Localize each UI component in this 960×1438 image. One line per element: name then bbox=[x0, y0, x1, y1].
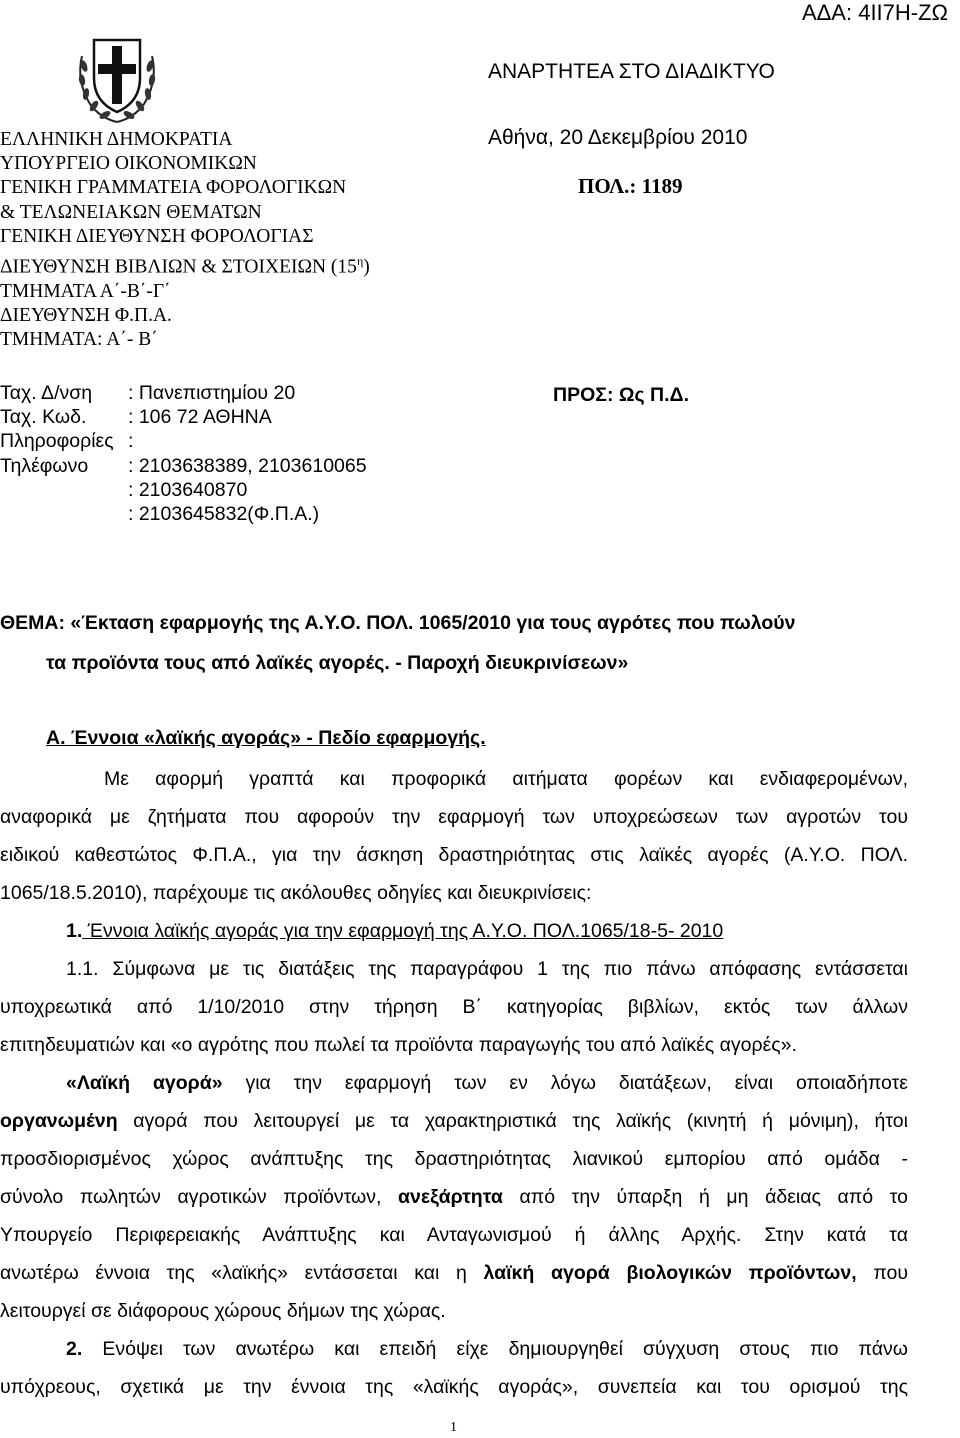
authority-line: ΔΙΕΥΘΥΝΣΗ ΒΙΒΛΙΩΝ & ΣΤΟΙΧΕΙΩΝ $(15^\eta)$ bbox=[0, 254, 370, 278]
page-number: 1 bbox=[450, 1420, 457, 1435]
body-line: ειδικού καθεστώτος Φ.Π.Α., για την άσκηση δραστηριότητας στις λαϊκές αγορές (Α.Υ.Ο. ΠΟΛ. bbox=[0, 844, 908, 866]
body-line: Με αφορμή γραπτά και προφορικά αιτήματα φορέων και ενδιαφερομένων, bbox=[104, 768, 908, 790]
subject-line-1: ΘΕΜΑ: «Έκταση εφαρμογής της Α.Υ.Ο. ΠΟΛ. 1065/2010 για τους αγρότες που πωλούν bbox=[0, 612, 796, 634]
body-line: Υπουργείο Περιφερειακής Ανάπτυξης και Ανταγωνισμού ή άλλης Αρχής. Στην κατά τα bbox=[0, 1224, 908, 1246]
ada-code: ΑΔΑ: 4ΙΙ7Η-ΖΩ bbox=[801, 0, 948, 25]
item-1-heading: 1. Έννοια λαϊκής αγοράς για την εφαρμογή της Α.Υ.Ο. ΠΟΛ.1065/18-5- 2010 bbox=[66, 920, 724, 942]
contact-label: Ταχ. Κωδ. bbox=[0, 406, 87, 429]
contact-value: : 2103640870 bbox=[128, 478, 248, 501]
authority-line: ΤΜΗΜΑΤΑ: Α΄- Β΄ bbox=[0, 329, 158, 351]
contact-value: : 106 72 ΑΘΗΝΑ bbox=[128, 406, 272, 429]
contact-value: : 2103645832(Φ.Π.Α.) bbox=[128, 502, 320, 525]
issuing-authority-block bbox=[0, 128, 370, 352]
authority-line: ΔΙΕΥΘΥΝΣΗ Φ.Π.Α. bbox=[0, 304, 172, 326]
authority-line: ΓΕΝΙΚΗ ΓΡΑΜΜΑΤΕΙΑ ΦΟΡΟΛΟΓΙΚΩΝ bbox=[0, 177, 347, 199]
contact-label: Πληροφορίες bbox=[0, 430, 114, 453]
authority-line: ΥΠΟΥΡΓΕΙΟ ΟΙΚΟΝΟΜΙΚΩΝ bbox=[0, 153, 257, 175]
greek-coat-of-arms-emblem bbox=[72, 26, 162, 126]
authority-line: ΤΜΗΜΑΤΑ Α΄-Β΄-Γ΄ bbox=[0, 280, 171, 302]
section-a-heading: Α. Έννοια «λαϊκής αγοράς» - Πεδίο εφαρμογής. bbox=[46, 727, 486, 749]
document-date: Αθήνα, 20 Δεκεμβρίου 2010 bbox=[488, 126, 748, 149]
body-line: 1065/18.5.2010), παρέχουμε τις ακόλουθες οδηγίες και διευκρινίσεις: bbox=[0, 882, 592, 904]
body-line: προσδιορισμένος χώρος ανάπτυξης της δραστηριότητας λιανικού εμπορίου από ομάδα - bbox=[0, 1148, 908, 1170]
body-line: υποχρεωτικά από 1/10/2010 στην τήρηση Β΄ κατηγορίας βιβλίων, εκτός των άλλων bbox=[0, 996, 908, 1018]
post-online-notice: ΑΝΑΡΤΗΤΕΑ ΣΤΟ ΔΙΑΔΙΚΤΥΟ bbox=[488, 60, 775, 83]
subject-line-2: τα προϊόντα τους από λαϊκές αγορές. - Παροχή διευκρινίσεων» bbox=[46, 652, 629, 674]
authority-line: & ΤΕΛΩΝΕΙΑΚΩΝ ΘΕΜΑΤΩΝ bbox=[0, 201, 262, 223]
body-line: ανωτέρω έννοια της «λαϊκής» εντάσσεται και η λαϊκή αγορά βιολογικών προϊόντων, που bbox=[0, 1262, 909, 1284]
contact-label: Τηλέφωνο bbox=[0, 454, 89, 477]
body-line: υπόχρεους, σχετικά με την έννοια της «λαϊκής αγοράς», συνεπεία και του ορισμού της bbox=[0, 1376, 908, 1398]
body-line: 1.1. Σύμφωνα με τις διατάξεις της παραγράφου 1 της πιο πάνω απόφασης εντάσσεται bbox=[66, 958, 908, 980]
body-line: οργανωμένη αγορά που λειτουργεί με τα χαρακτηριστικά της λαϊκής (κινητή ή μόνιμη), ήτοι bbox=[0, 1110, 908, 1132]
body-line: επιτηδευματιών και «ο αγρότης που πωλεί τα προϊόντα παραγωγής του από λαϊκές αγορές». bbox=[0, 1034, 797, 1056]
authority-line: ΕΛΛΗΝΙΚΗ ΔΗΜΟΚΡΑΤΙΑ bbox=[0, 129, 233, 150]
body-line: αναφορικά με ζητήματα που αφορούν την εφαρμογή των υποχρεώσεων των αγροτών του bbox=[0, 806, 908, 828]
recipient: ΠΡΟΣ: Ως Π.Δ. bbox=[553, 384, 689, 406]
contact-label: Ταχ. Δ/νση bbox=[0, 382, 93, 404]
pol-number: ΠΟΛ.: 1189 bbox=[578, 174, 683, 198]
body-line: «Λαϊκή αγορά» για την εφαρμογή των εν λόγω διατάξεων, είναι οποιαδήποτε bbox=[66, 1072, 908, 1094]
body-line: σύνολο πωλητών αγροτικών προϊόντων, ανεξάρτητα από την ύπαρξη ή μη άδειας από το bbox=[0, 1186, 908, 1208]
body-line: λειτουργεί σε διάφορους χώρους δήμων της χώρας. bbox=[0, 1300, 446, 1322]
contact-value: : 2103638389, 2103610065 bbox=[128, 454, 367, 477]
authority-line: ΓΕΝΙΚΗ ΔΙΕΥΘΥΝΣΗ ΦΟΡΟΛΟΓΙΑΣ bbox=[0, 225, 314, 247]
contact-value: : Πανεπιστημίου 20 bbox=[128, 382, 296, 404]
body-line: 2. Ενόψει των ανωτέρω και επειδή είχε δημιουργηθεί σύγχυση στους πιο πάνω bbox=[66, 1338, 908, 1360]
contact-value: : bbox=[128, 430, 134, 453]
